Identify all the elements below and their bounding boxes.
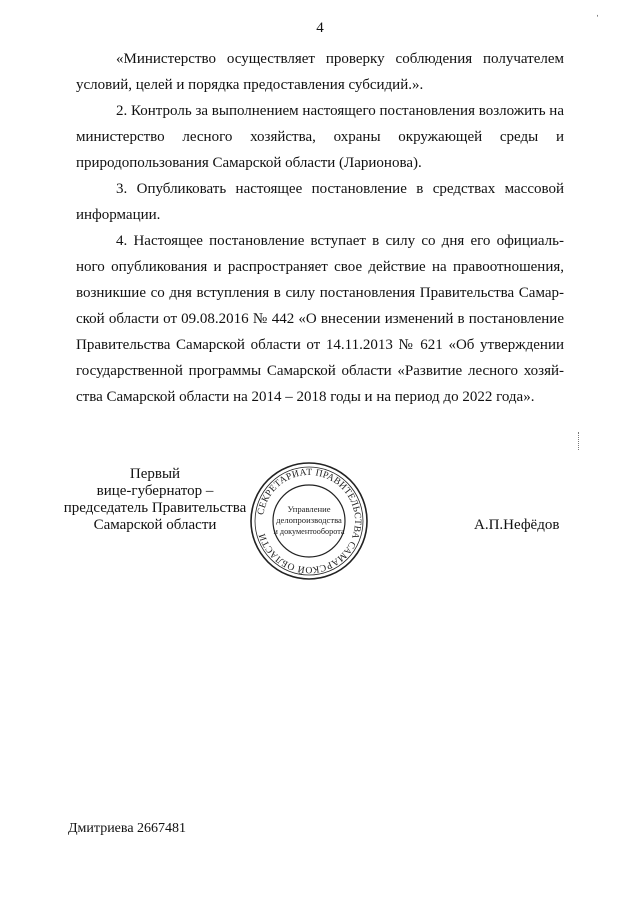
paragraph-4: 4. Настоящее постановление вступает в силу со дня его официаль-ного опубликования и распространяет свое действие на правоотношения, возникшие со дня вступления в силу постановления Правительства Самар-ской области от 09.08.2016 № 442 «О внесении изменений в постановление Правительства Самарской области от 14.11.2013 № 621 «Об утверждении государственной программы Самарской области «Развитие лесного хозяй-ства Самарской области на 2014 – 2018 годы и на период до 2022 года». xyxy=(76,233,564,405)
official-seal xyxy=(248,460,370,582)
seal-inner-line-2: делопроизводства xyxy=(276,515,342,525)
seal-inner-line-1: Управление xyxy=(287,504,331,514)
paragraph-2: 2. Контроль за выполнением настоящего постановления возложить на министерство лесного хозяйства, охраны окружающей среды и природопользования Самарской области (Ларионова). xyxy=(76,103,564,171)
signatory-position xyxy=(60,466,250,534)
executor-line: Дмитриева 2667481 xyxy=(68,821,187,836)
position-line-2: вице-губернатор – xyxy=(96,483,214,499)
position-line-1: Первый xyxy=(129,466,181,482)
page-number: 4 xyxy=(316,20,324,36)
document-body xyxy=(76,46,564,410)
corner-tick-mark: ˴ xyxy=(593,9,602,22)
position-line-4: Самарской области xyxy=(93,517,217,533)
paragraph-1: «Министерство осуществляет проверку соблюдения получателем условий, целей и порядка предоставления субсидий.». xyxy=(76,51,564,93)
position-line-3: председатель Правительства xyxy=(63,500,247,516)
seal-inner-line-3: и документооборота xyxy=(273,527,345,536)
seal-ring-text: СЕКРЕТАРИАТ ПРАВИТЕЛЬСТВА САМАРСКОЙ ОБЛАСТИ xyxy=(255,466,364,576)
margin-dots xyxy=(578,432,581,450)
paragraph-3: 3. Опубликовать настоящее постановление в средствах массовой информации. xyxy=(76,181,564,223)
signatory-name: А.П.Нефёдов xyxy=(474,517,560,533)
